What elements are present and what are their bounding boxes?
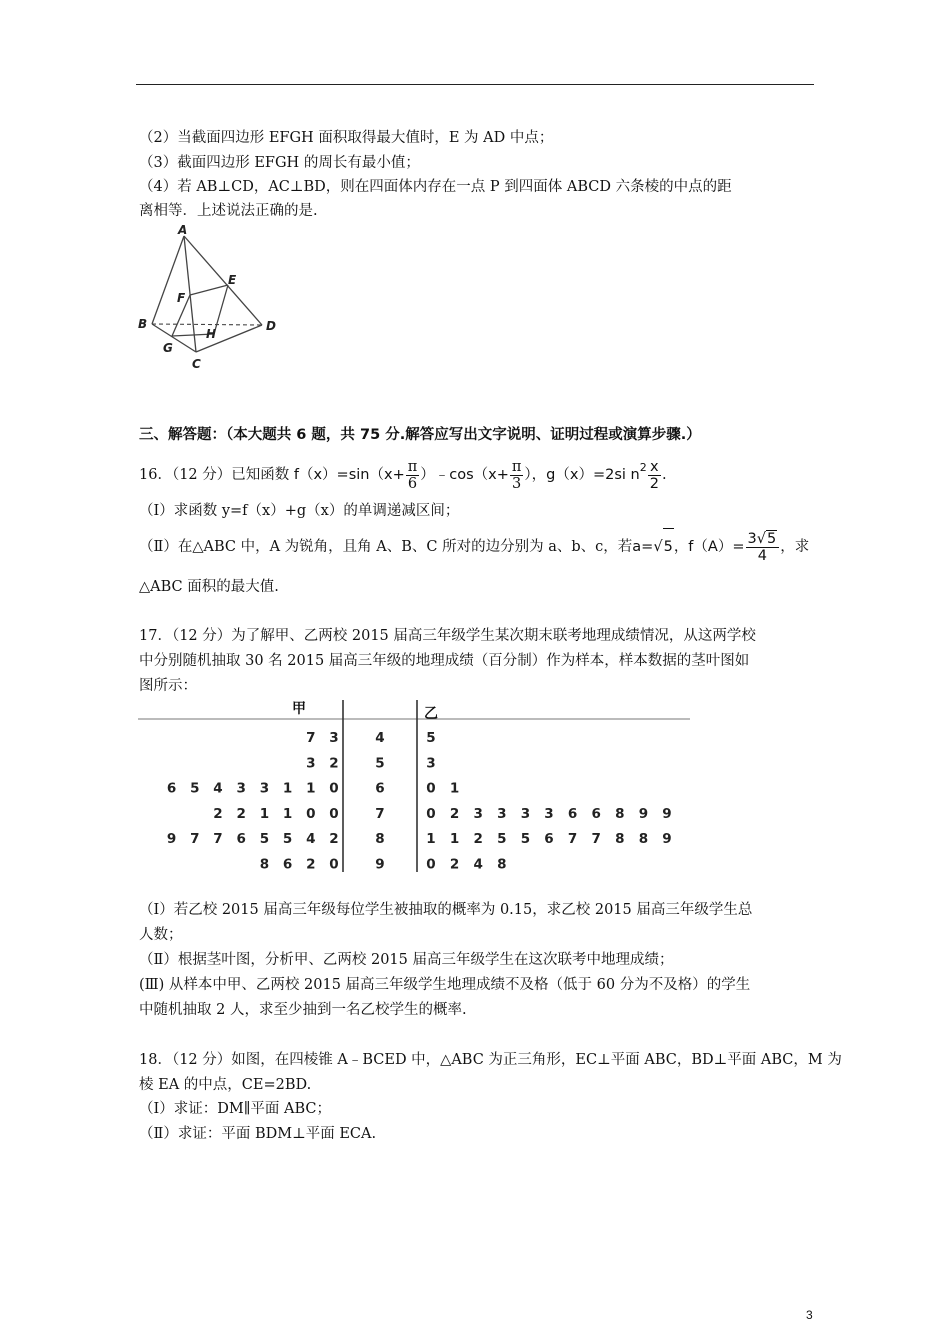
x-over-2 [648,459,661,492]
right-leaf: 5 [520,831,531,848]
right-leaf: 3 [473,805,483,822]
left-leaf: 0 [306,805,316,822]
stem-9: 9 [375,856,385,873]
left-leaf: 5 [190,780,200,797]
right-leaf: 9 [662,831,672,848]
sqrt5-value: 5 [663,528,674,565]
right-leaf: 1 [426,831,436,848]
header-yi: 乙 [424,706,438,722]
right-leaf: 5 [426,730,436,746]
right-leaf: 0 [426,856,436,873]
right-leaf: 3 [544,805,554,822]
left-leaf: 3 [306,755,316,772]
right-leaf: 1 [449,831,460,848]
left-leaf: 7 [306,730,316,746]
sqrt-sign-2: √ [756,531,766,547]
q15-statement-4-cont: 离相等．上述说法正确的是. [139,203,318,219]
q17-part-2: （Ⅱ）根据茎叶图，分析甲、乙两校 2015 届高三年级学生在这次联考中地理成绩； [139,952,674,968]
q15-statement-2: （2）当截面四边形 EFGH 面积取得最大值时，E 为 AD 中点； [139,130,554,146]
q17-line-3: 图所示： [139,678,197,694]
right-leaf: 6 [567,805,578,822]
label-E: E [228,273,237,287]
label-H: H [206,327,217,341]
sqrt-sign-1: √ [653,539,663,555]
left-leaf: 2 [213,805,223,822]
label-B: B [138,317,148,331]
pi-over-6 [406,459,420,492]
f-of-a: ，f（A）= [673,539,745,555]
coef-3: 3 [747,531,757,547]
right-leaf: 6 [591,805,601,822]
q16-head: 16．（12 分）已知函数 [139,467,290,483]
header-jia: 甲 [292,701,306,717]
right-leaf: 8 [615,831,625,848]
label-C: C [192,357,201,371]
q17-part-3-cont: 中随机抽取 2 人，求至少抽到一名乙校学生的概率. [139,1002,467,1018]
header-rule [136,84,814,85]
left-leaf: 6 [166,780,177,797]
section-3-heading: 三、解答题：（本大题共 6 题，共 75 分.解答应写出文字说明、证明过程或演算步骤.） [139,427,701,443]
page-number: 3 [806,1308,813,1322]
q17-part-1: （Ⅰ）若乙校 2015 届高三年级每位学生被抽取的概率为 0.15，求乙校 2015 届高三年级学生总 [139,902,753,918]
left-leaf: 7 [190,831,200,848]
left-leaf: 0 [329,805,339,822]
right-leaf: 1 [449,780,460,797]
denominator-2: 2 [649,475,659,492]
stem-leaf-plot [134,696,699,876]
left-leaf: 4 [213,780,223,797]
q17-line-2: 中分别随机抽取 30 名 2015 届高三年级的地理成绩（百分制）作为样本，样本数据的茎叶图如 [139,653,750,669]
left-leaf: 6 [282,856,293,873]
q16-part-1: （Ⅰ）求函数 y=f（x）+g（x）的单调递减区间； [139,503,460,519]
right-leaf: 4 [473,856,483,873]
right-leaf: 3 [520,805,531,822]
square-exponent: 2 [639,461,647,474]
right-leaf: 3 [497,805,507,822]
pi-numerator-2: π [511,458,522,475]
three-sqrt5-over-4 [746,530,780,564]
left-leaf: 6 [236,831,246,848]
pi-over-3 [510,459,524,492]
left-leaf: 0 [329,780,339,797]
left-leaf: 2 [236,805,246,822]
pi-numerator-1: π [407,458,418,475]
right-leaf: 8 [638,831,649,848]
stem-7: 7 [375,805,385,822]
left-leaf: 4 [306,831,316,848]
q16-part-2 [139,528,809,565]
q18-part-2: （Ⅱ）求证：平面 BDM⊥平面 ECA. [139,1126,377,1142]
label-A: A [178,224,188,237]
stem-5: 5 [375,755,385,772]
q18-line-1: 18．（12 分）如图，在四棱锥 A﹣BCED 中，△ABC 为正三角形，EC⊥平面 ABC，BD⊥平面 ABC，M 为 [139,1052,842,1068]
stem-8: 8 [375,831,385,848]
q16-part-2-tail: ，求 [780,539,810,555]
right-leaf: 0 [426,780,436,797]
left-leaf: 9 [166,831,177,848]
label-D: D [266,319,276,333]
a-equals: a= [632,539,654,555]
left-leaf: 3 [259,780,270,797]
right-leaf: 0 [426,805,436,822]
left-leaf: 2 [329,831,339,848]
right-leaf: 7 [567,831,578,848]
denominator-4: 4 [757,548,767,564]
right-leaf: 7 [591,831,601,848]
left-leaf: 0 [329,856,339,873]
left-leaf: 5 [282,831,293,848]
q15-statement-3: （3）截面四边形 EFGH 的周长有最小值； [139,155,420,171]
q16-f-part1: f（x）=sin（x+ [293,467,405,483]
q16-part-2-text: （Ⅱ）在△ABC 中，A 为锐角，且角 A、B、C 所对的边分别为 a、b、c，若 [139,539,633,555]
q17-part-1-cont: 人数； [139,927,183,943]
left-leaf: 3 [329,730,339,746]
left-leaf: 1 [306,780,316,797]
denominator-6: 6 [407,475,418,492]
q15-statement-4: （4）若 AB⊥CD，AC⊥BD，则在四面体内存在一点 P 到四面体 ABCD 六条棱的中点的距 [139,179,732,195]
right-leaf: 2 [449,805,460,822]
q18-line-2: 棱 EA 的中点，CE=2BD. [139,1077,312,1093]
right-leaf: 6 [544,831,554,848]
label-F: F [177,291,186,305]
right-leaf: 2 [449,856,460,873]
q18-part-1: （Ⅰ）求证：DM∥平面 ABC； [139,1101,331,1117]
left-leaf: 2 [306,856,316,873]
right-leaf: 8 [497,856,507,873]
left-leaf: 3 [236,780,246,797]
left-leaf: 1 [282,780,293,797]
x-numerator: x [648,459,661,476]
denominator-3: 3 [512,475,522,492]
left-leaf: 1 [282,805,293,822]
q17-line-1: 17．（12 分）为了解甲、乙两校 2015 届高三年级学生某次期末联考地理成绩情况，从这两学校 [139,628,756,644]
tetrahedron-figure [134,224,284,374]
right-leaf: 9 [638,805,649,822]
left-leaf: 8 [259,856,270,873]
left-leaf: 7 [213,831,223,848]
left-leaf: 5 [259,831,270,848]
q16-statement [139,450,667,493]
label-G: G [163,341,173,355]
q16-g-part: ），g（x）=2si n [524,467,640,483]
stem-6: 6 [375,780,385,797]
left-leaf: 2 [329,755,339,772]
three-sqrt5-numerator [746,530,780,548]
sqrt5-value-2: 5 [766,531,777,547]
q16-f-part2: ）﹣cos（x+ [420,467,509,483]
right-leaf: 3 [426,755,436,772]
right-leaf: 2 [473,831,483,848]
q17-part-3: (Ⅲ) 从样本中甲、乙两校 2015 届高三年级学生地理成绩不及格（低于 60 分为不及格）的学生 [139,977,751,993]
right-leaf: 9 [662,805,672,822]
q16-end-dot: . [661,467,667,483]
stem-4: 4 [375,730,385,746]
right-leaf: 5 [497,831,507,848]
q16-part-2-cont: △ABC 面积的最大值. [139,579,279,595]
right-leaf: 8 [615,805,625,822]
left-leaf: 1 [259,805,270,822]
